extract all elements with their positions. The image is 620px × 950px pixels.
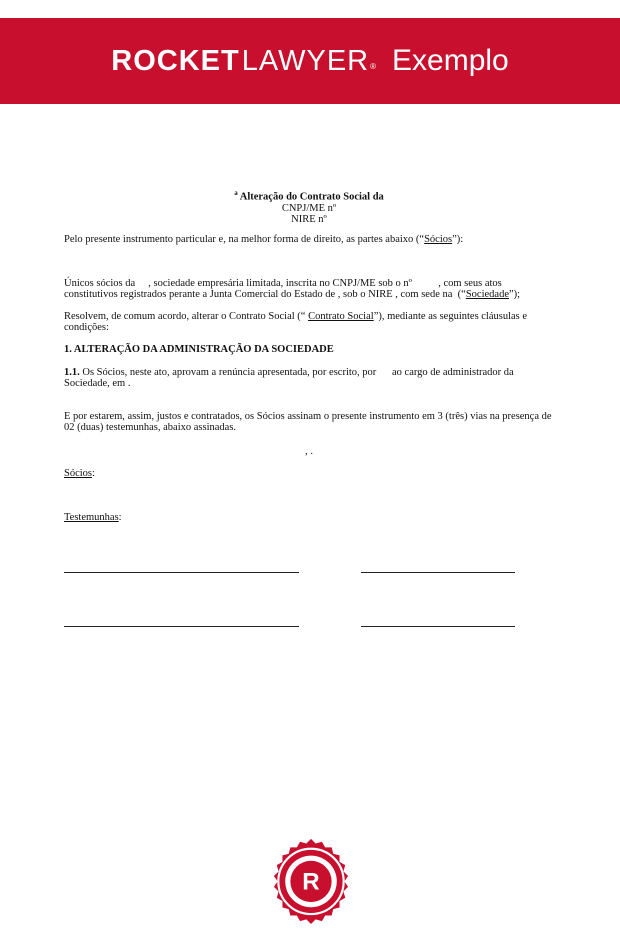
resolution-text: Resolvem, de comum acordo, alterar o Contrato Social (“ [64,311,309,322]
resolution-text-end: ”), mediante as seguintes cláusulas e condições: [64,311,528,333]
section-heading: 1. ALTERAÇÃO DA ADMINISTRAÇÃO DA SOCIEDADE [64,344,334,355]
brand-logo-rocket: ROCKET [111,44,240,77]
partners-label-colon: : [92,468,95,479]
intro-text: Pelo presente instrumento particular e, na melhor forma de direito, as partes abaixo (“ [64,234,425,245]
intro-defined-term: Sócios [424,234,453,245]
brand-banner [0,18,620,104]
intro-paragraph [64,234,554,245]
signature-line [64,626,299,627]
resolution-paragraph [64,311,554,333]
document-title [64,188,554,203]
example-label: Exemplo [392,44,509,77]
title-ordinal: a [234,189,238,197]
rocket-lawyer-seal-icon [268,838,354,924]
witnesses-label-colon: : [118,512,122,523]
clause-number: 1.1. [64,367,80,378]
partners-label: Sócios [64,468,93,479]
resolution-defined-term: Contrato Social [308,311,374,322]
brand-registered-mark: ® [370,62,377,71]
place-date-line: , . [305,446,313,457]
brand-logo-lawyer: LAWYER [241,44,370,77]
signature-line [361,626,515,627]
svg-text:R: R [302,868,320,896]
signature-line [64,572,299,573]
signature-line [361,572,515,573]
witnesses-signature-label [64,512,554,523]
witnesses-label: Testemunhas [64,512,119,523]
document-title-block [64,188,554,225]
partners-defined-term: Sociedade [465,289,509,300]
partners-paragraph [64,278,554,300]
partners-text: Únicos sócios da , sociedade empresária limitada, inscrita no CNPJ/ME sob o nº , com seus atos constitutivos registrados perante a Junta Comercial do Estado de , sob o NIRE , com sede na (“ [64,278,505,300]
intro-text-end: ”): [452,234,464,245]
cnpj-line: CNPJ/ME nº [281,202,337,214]
closing-paragraph: E por estarem, assim, justos e contratados, os Sócios assinam o presente instrumento em 3 (três) vias na presença de 02 (duas) testemunhas, abaixo assinadas. [64,411,552,433]
nire-line: NIRE nº [291,213,327,225]
title-text: Alteração do Contrato Social da [239,191,384,203]
clause-paragraph [64,367,554,389]
partners-text-end: ”); [508,289,521,300]
partners-signature-label [64,468,554,479]
clause-text: Os Sócios, neste ato, aprovam a renúncia apresentada, por escrito, por ao cargo de administrador da Sociedade, em . [64,367,517,389]
